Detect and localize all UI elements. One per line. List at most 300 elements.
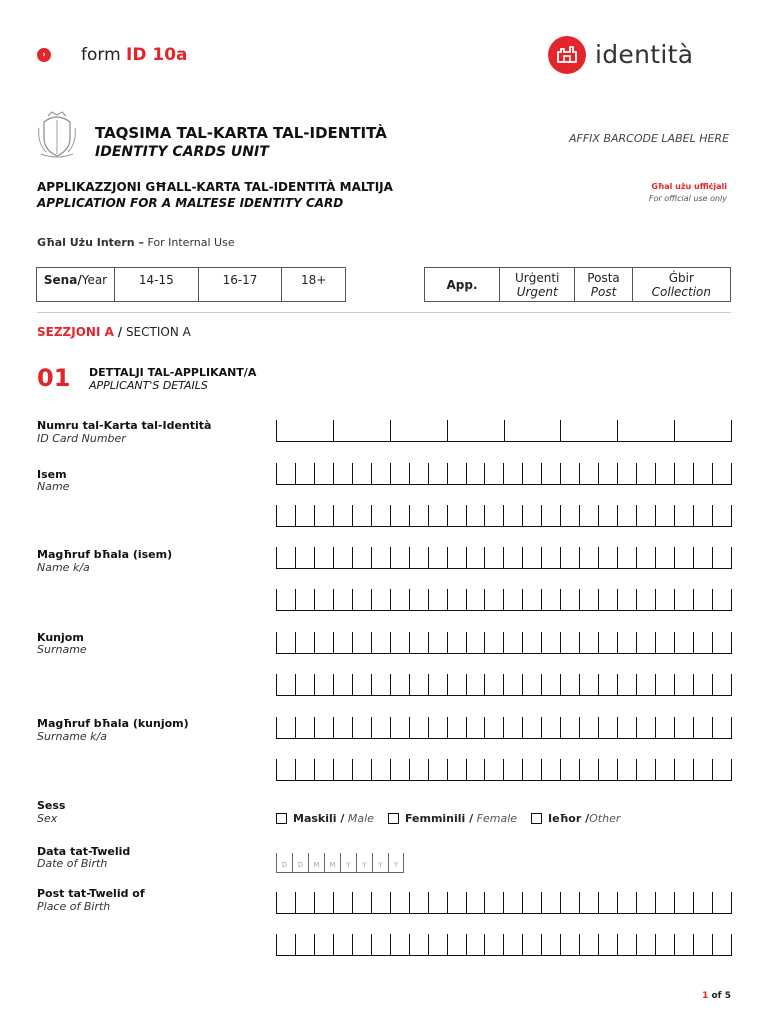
internal-use-mt: Għal Użu Intern – [37,236,144,249]
char-cell[interactable] [693,505,712,526]
char-cell[interactable] [617,420,674,441]
char-cell[interactable] [466,505,485,526]
dob-day-1[interactable]: D [276,853,292,872]
char-cell[interactable] [484,505,503,526]
char-cell[interactable] [409,547,428,568]
char-cell[interactable] [295,547,314,568]
char-cell[interactable] [314,717,333,738]
char-cell[interactable] [276,934,295,955]
char-cell[interactable] [466,759,485,780]
char-cell[interactable] [655,547,674,568]
other-checkbox[interactable] [531,813,542,824]
dob-year-1[interactable]: Y [340,853,356,872]
name-ka-input-line-2[interactable] [276,589,732,611]
char-cell[interactable] [371,505,390,526]
char-cell[interactable] [674,674,693,695]
char-cell[interactable] [560,505,579,526]
char-cell[interactable] [636,934,655,955]
char-cell[interactable] [636,547,655,568]
char-cell[interactable] [598,547,617,568]
char-cell[interactable] [541,589,560,610]
chevron-right-icon: › [37,48,51,62]
char-cell[interactable] [352,759,371,780]
char-cell[interactable] [371,547,390,568]
char-cell[interactable] [541,547,560,568]
char-cell[interactable] [693,934,712,955]
char-cell[interactable] [314,505,333,526]
surname-input-line-1[interactable] [276,632,732,654]
char-cell[interactable] [466,547,485,568]
char-cell[interactable] [484,892,503,913]
char-cell[interactable] [522,892,541,913]
char-cell[interactable] [693,759,712,780]
char-cell[interactable] [503,632,522,653]
char-cell[interactable] [712,759,732,780]
surname-ka-input-line-2[interactable] [276,759,732,781]
char-cell[interactable] [390,759,409,780]
char-cell[interactable] [295,934,314,955]
char-cell[interactable] [447,420,504,441]
char-cell[interactable] [541,892,560,913]
char-cell[interactable] [295,505,314,526]
char-cell[interactable] [466,463,485,484]
char-cell[interactable] [333,505,352,526]
char-cell[interactable] [447,674,466,695]
char-cell[interactable] [504,420,561,441]
char-cell[interactable] [390,420,447,441]
char-cell[interactable] [541,934,560,955]
char-cell[interactable] [295,463,314,484]
char-cell[interactable] [295,589,314,610]
char-cell[interactable] [693,717,712,738]
surname-input-line-2[interactable] [276,674,732,696]
char-cell[interactable] [693,463,712,484]
char-cell[interactable] [333,759,352,780]
char-cell[interactable] [390,892,409,913]
char-cell[interactable] [295,674,314,695]
char-cell[interactable] [390,547,409,568]
char-cell[interactable] [712,892,732,913]
option-collection[interactable] [632,268,730,302]
char-cell[interactable] [560,632,579,653]
char-cell[interactable] [579,934,598,955]
char-cell[interactable] [295,632,314,653]
char-cell[interactable] [295,717,314,738]
char-cell[interactable] [560,717,579,738]
char-cell[interactable] [560,759,579,780]
char-cell[interactable] [447,892,466,913]
char-cell[interactable] [333,420,390,441]
char-cell[interactable] [598,892,617,913]
char-cell[interactable] [333,463,352,484]
char-cell[interactable] [409,505,428,526]
char-cell[interactable] [352,505,371,526]
option-post[interactable] [575,268,632,302]
char-cell[interactable] [617,717,636,738]
pob-label-en: Place of Birth [37,900,111,913]
dob-day-2[interactable]: D [292,853,308,872]
char-cell[interactable] [333,674,352,695]
char-cell[interactable] [522,934,541,955]
char-cell[interactable] [636,589,655,610]
char-cell[interactable] [522,547,541,568]
char-cell[interactable] [598,717,617,738]
char-cell[interactable] [409,934,428,955]
char-cell[interactable] [314,759,333,780]
char-cell[interactable] [371,892,390,913]
year-option-14-15[interactable]: 14-15 [115,268,199,302]
year-option-18-plus[interactable]: 18+ [282,268,346,302]
char-cell[interactable] [314,463,333,484]
char-cell[interactable] [447,759,466,780]
char-cell[interactable] [579,674,598,695]
char-cell[interactable] [712,934,732,955]
char-cell[interactable] [522,463,541,484]
coat-of-arms-icon [36,108,78,160]
char-cell[interactable] [655,505,674,526]
char-cell[interactable] [598,759,617,780]
char-cell[interactable] [655,632,674,653]
char-cell[interactable] [522,759,541,780]
id-card-input[interactable] [276,420,732,442]
char-cell[interactable] [541,717,560,738]
char-cell[interactable] [466,892,485,913]
sex-option-female[interactable] [388,812,517,825]
char-cell[interactable] [617,674,636,695]
char-cell[interactable] [276,674,295,695]
char-cell[interactable] [541,463,560,484]
char-cell[interactable] [276,632,295,653]
surname-ka-label-mt: Magħruf bħala (kunjom) [37,717,189,730]
char-cell[interactable] [409,632,428,653]
char-cell[interactable] [655,674,674,695]
char-cell[interactable] [541,632,560,653]
char-cell[interactable] [333,717,352,738]
char-cell[interactable] [579,717,598,738]
char-cell[interactable] [447,934,466,955]
char-cell[interactable] [617,892,636,913]
name-ka-label-mt: Magħruf bħala (isem) [37,548,173,561]
char-cell[interactable] [712,547,732,568]
char-cell[interactable] [484,674,503,695]
char-cell[interactable] [712,632,732,653]
char-cell[interactable] [352,547,371,568]
char-cell[interactable] [484,717,503,738]
char-cell[interactable] [541,674,560,695]
char-cell[interactable] [390,632,409,653]
char-cell[interactable] [674,934,693,955]
char-cell[interactable] [484,589,503,610]
char-cell[interactable] [409,717,428,738]
char-cell[interactable] [579,463,598,484]
female-label-en: Female [476,812,518,825]
option-post-mt: Posta [587,270,620,285]
char-cell[interactable] [579,632,598,653]
char-cell[interactable] [276,589,295,610]
char-cell[interactable] [617,632,636,653]
char-cell[interactable] [447,505,466,526]
char-cell[interactable] [390,589,409,610]
char-cell[interactable] [352,674,371,695]
year-label-mt: Sena/ [43,273,82,287]
char-cell[interactable] [484,759,503,780]
char-cell[interactable] [560,547,579,568]
char-cell[interactable] [276,892,295,913]
application-title-mt: APPLIKAZZJONI GĦALL-KARTA TAL-IDENTITÀ MALTIJA [37,180,393,194]
char-cell[interactable] [674,420,732,441]
char-cell[interactable] [560,934,579,955]
char-cell[interactable] [371,759,390,780]
char-cell[interactable] [674,632,693,653]
sex-option-other[interactable] [531,812,620,825]
char-cell[interactable] [693,547,712,568]
char-cell[interactable] [447,547,466,568]
char-cell[interactable] [352,934,371,955]
char-cell[interactable] [636,463,655,484]
char-cell[interactable] [598,505,617,526]
char-cell[interactable] [447,632,466,653]
char-cell[interactable] [371,934,390,955]
dob-year-3[interactable]: Y [372,853,388,872]
char-cell[interactable] [466,589,485,610]
char-cell[interactable] [674,463,693,484]
char-cell[interactable] [655,759,674,780]
char-cell[interactable] [390,674,409,695]
char-cell[interactable] [712,589,732,610]
char-cell[interactable] [409,589,428,610]
official-use-en: For official use only [648,194,727,203]
identita-logo-icon [547,35,587,75]
char-cell[interactable] [352,717,371,738]
char-cell[interactable] [598,934,617,955]
char-cell[interactable] [352,463,371,484]
char-cell[interactable] [390,463,409,484]
char-cell[interactable] [371,674,390,695]
char-cell[interactable] [693,632,712,653]
char-cell[interactable] [276,547,295,568]
pob-input-line-1[interactable] [276,892,732,914]
char-cell[interactable] [371,463,390,484]
char-cell[interactable] [276,463,295,484]
char-cell[interactable] [522,505,541,526]
name-input-line-2[interactable] [276,505,732,527]
char-cell[interactable] [428,632,447,653]
char-cell[interactable] [333,892,352,913]
char-cell[interactable] [636,759,655,780]
char-cell[interactable] [314,892,333,913]
sex-option-male[interactable] [276,812,374,825]
char-cell[interactable] [541,505,560,526]
char-cell[interactable] [674,589,693,610]
char-cell[interactable] [503,759,522,780]
char-cell[interactable] [352,892,371,913]
char-cell[interactable] [655,934,674,955]
dob-month-2[interactable]: M [324,853,340,872]
char-cell[interactable] [617,934,636,955]
year-option-16-17[interactable]: 16-17 [198,268,282,302]
surname-label-en: Surname [37,643,87,656]
char-cell[interactable] [522,674,541,695]
char-cell[interactable] [314,632,333,653]
char-cell[interactable] [447,463,466,484]
char-cell[interactable] [428,934,447,955]
char-cell[interactable] [693,892,712,913]
char-cell[interactable] [617,505,636,526]
char-cell[interactable] [617,589,636,610]
name-input-line-1[interactable] [276,463,732,485]
dob-year-4[interactable]: Y [388,853,404,872]
char-cell[interactable] [503,505,522,526]
char-cell[interactable] [314,589,333,610]
section-title-mt: DETTALJI TAL-APPLIKANT/A [89,366,257,379]
char-cell[interactable] [466,934,485,955]
char-cell[interactable] [522,589,541,610]
char-cell[interactable] [579,547,598,568]
unit-title-mt: TAQSIMA TAL-KARTA TAL-IDENTITÀ [95,124,387,142]
char-cell[interactable] [371,717,390,738]
char-cell[interactable] [352,589,371,610]
char-cell[interactable] [579,892,598,913]
char-cell[interactable] [579,589,598,610]
char-cell[interactable] [276,717,295,738]
char-cell[interactable] [674,505,693,526]
option-post-en: Post [590,284,617,299]
char-cell[interactable] [409,674,428,695]
char-cell[interactable] [276,420,333,441]
char-cell[interactable] [541,759,560,780]
char-cell[interactable] [484,547,503,568]
char-cell[interactable] [636,892,655,913]
char-cell[interactable] [560,892,579,913]
char-cell[interactable] [655,892,674,913]
char-cell[interactable] [466,674,485,695]
char-cell[interactable] [314,674,333,695]
char-cell[interactable] [712,717,732,738]
char-cell[interactable] [617,759,636,780]
char-cell[interactable] [484,934,503,955]
name-ka-input-line-1[interactable] [276,547,732,569]
char-cell[interactable] [409,759,428,780]
char-cell[interactable] [636,674,655,695]
char-cell[interactable] [371,632,390,653]
char-cell[interactable] [428,547,447,568]
char-cell[interactable] [617,547,636,568]
char-cell[interactable] [276,759,295,780]
char-cell[interactable] [409,892,428,913]
char-cell[interactable] [655,717,674,738]
option-urgent[interactable] [500,268,575,302]
char-cell[interactable] [428,505,447,526]
surname-ka-label-en: Surname k/a [37,730,107,743]
char-cell[interactable] [560,589,579,610]
char-cell[interactable] [333,632,352,653]
dob-input[interactable] [276,853,404,873]
char-cell[interactable] [617,463,636,484]
dob-month-1[interactable]: M [308,853,324,872]
char-cell[interactable] [598,632,617,653]
char-cell[interactable] [693,674,712,695]
char-cell[interactable] [428,463,447,484]
char-cell[interactable] [636,717,655,738]
char-cell[interactable] [428,717,447,738]
char-cell[interactable] [484,632,503,653]
char-cell[interactable] [598,463,617,484]
char-cell[interactable] [712,674,732,695]
char-cell[interactable] [522,632,541,653]
form-label [81,45,188,65]
dob-year-2[interactable]: Y [356,853,372,872]
char-cell[interactable] [428,589,447,610]
char-cell[interactable] [712,505,732,526]
char-cell[interactable] [390,505,409,526]
char-cell[interactable] [503,934,522,955]
char-cell[interactable] [314,934,333,955]
char-cell[interactable] [333,547,352,568]
char-cell[interactable] [560,420,617,441]
char-cell[interactable] [560,463,579,484]
female-checkbox[interactable] [388,813,399,824]
char-cell[interactable] [674,547,693,568]
char-cell[interactable] [466,632,485,653]
char-cell[interactable] [276,505,295,526]
char-cell[interactable] [390,934,409,955]
char-cell[interactable] [503,547,522,568]
char-cell[interactable] [560,674,579,695]
char-cell[interactable] [428,892,447,913]
pob-label-mt: Post tat-Twelid of [37,887,145,900]
surname-ka-input-line-1[interactable] [276,717,732,739]
char-cell[interactable] [503,892,522,913]
char-cell[interactable] [295,892,314,913]
char-cell[interactable] [598,674,617,695]
char-cell[interactable] [522,717,541,738]
char-cell[interactable] [295,759,314,780]
char-cell[interactable] [428,674,447,695]
char-cell[interactable] [598,589,617,610]
char-cell[interactable] [390,717,409,738]
char-cell[interactable] [579,505,598,526]
char-cell[interactable] [636,632,655,653]
char-cell[interactable] [712,463,732,484]
char-cell[interactable] [503,674,522,695]
char-cell[interactable] [371,589,390,610]
char-cell[interactable] [333,589,352,610]
pob-input-line-2[interactable] [276,934,732,956]
char-cell[interactable] [655,589,674,610]
char-cell[interactable] [409,463,428,484]
char-cell[interactable] [466,717,485,738]
char-cell[interactable] [693,589,712,610]
char-cell[interactable] [636,505,655,526]
char-cell[interactable] [333,934,352,955]
char-cell[interactable] [503,589,522,610]
option-collection-en: Collection [651,284,711,299]
char-cell[interactable] [579,759,598,780]
char-cell[interactable] [503,717,522,738]
char-cell[interactable] [428,759,447,780]
char-cell[interactable] [447,717,466,738]
char-cell[interactable] [314,547,333,568]
male-checkbox[interactable] [276,813,287,824]
char-cell[interactable] [655,463,674,484]
char-cell[interactable] [674,717,693,738]
char-cell[interactable] [503,463,522,484]
char-cell[interactable] [674,892,693,913]
char-cell[interactable] [484,463,503,484]
char-cell[interactable] [352,632,371,653]
char-cell[interactable] [447,589,466,610]
char-cell[interactable] [674,759,693,780]
